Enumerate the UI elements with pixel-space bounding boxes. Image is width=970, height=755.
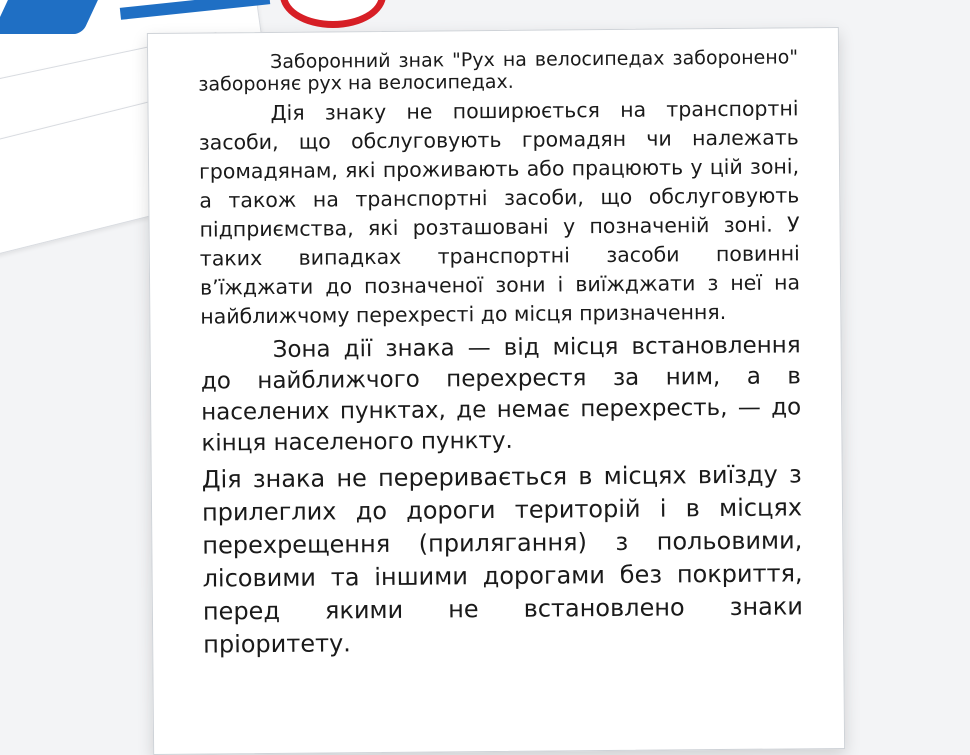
red-circle-sign — [280, 0, 386, 28]
paragraph: Дія знака не переривається в місцях виїзду з прилеглих до дороги територій і в місцях перехрещення (прилягання) з польовими, лісовими та іншими дорогами без покриття, перед якими не встановлено знаки пріоритету. — [201, 460, 804, 659]
paragraph: Заборонний знак "Рух на велосипедах заборонено" забороняє рух на велосипедах. — [198, 46, 799, 96]
paragraph: Дія знаку не поширюється на транспортні засоби, що обслуговують громадян чи належать громадянам, які проживають або працюють у цій зоні, а також на транспортні засоби, що обслуговують підприємства, які розташовані у позначеній зоні. У таких випадках транспортні засоби повинні в’їжджати до позначеної зони і виїжджати з неї на найближчому перехресті до місця призначення. — [198, 96, 801, 329]
blue-sign-edge — [0, 0, 98, 34]
card-text — [198, 46, 803, 665]
paragraph: Зона дії знака — від місця встановлення до найближчого перехрестя за ним, а в населених пунктах, де немає перехресть, — до кінця населеного пункту. — [200, 332, 802, 457]
info-card — [147, 27, 845, 755]
